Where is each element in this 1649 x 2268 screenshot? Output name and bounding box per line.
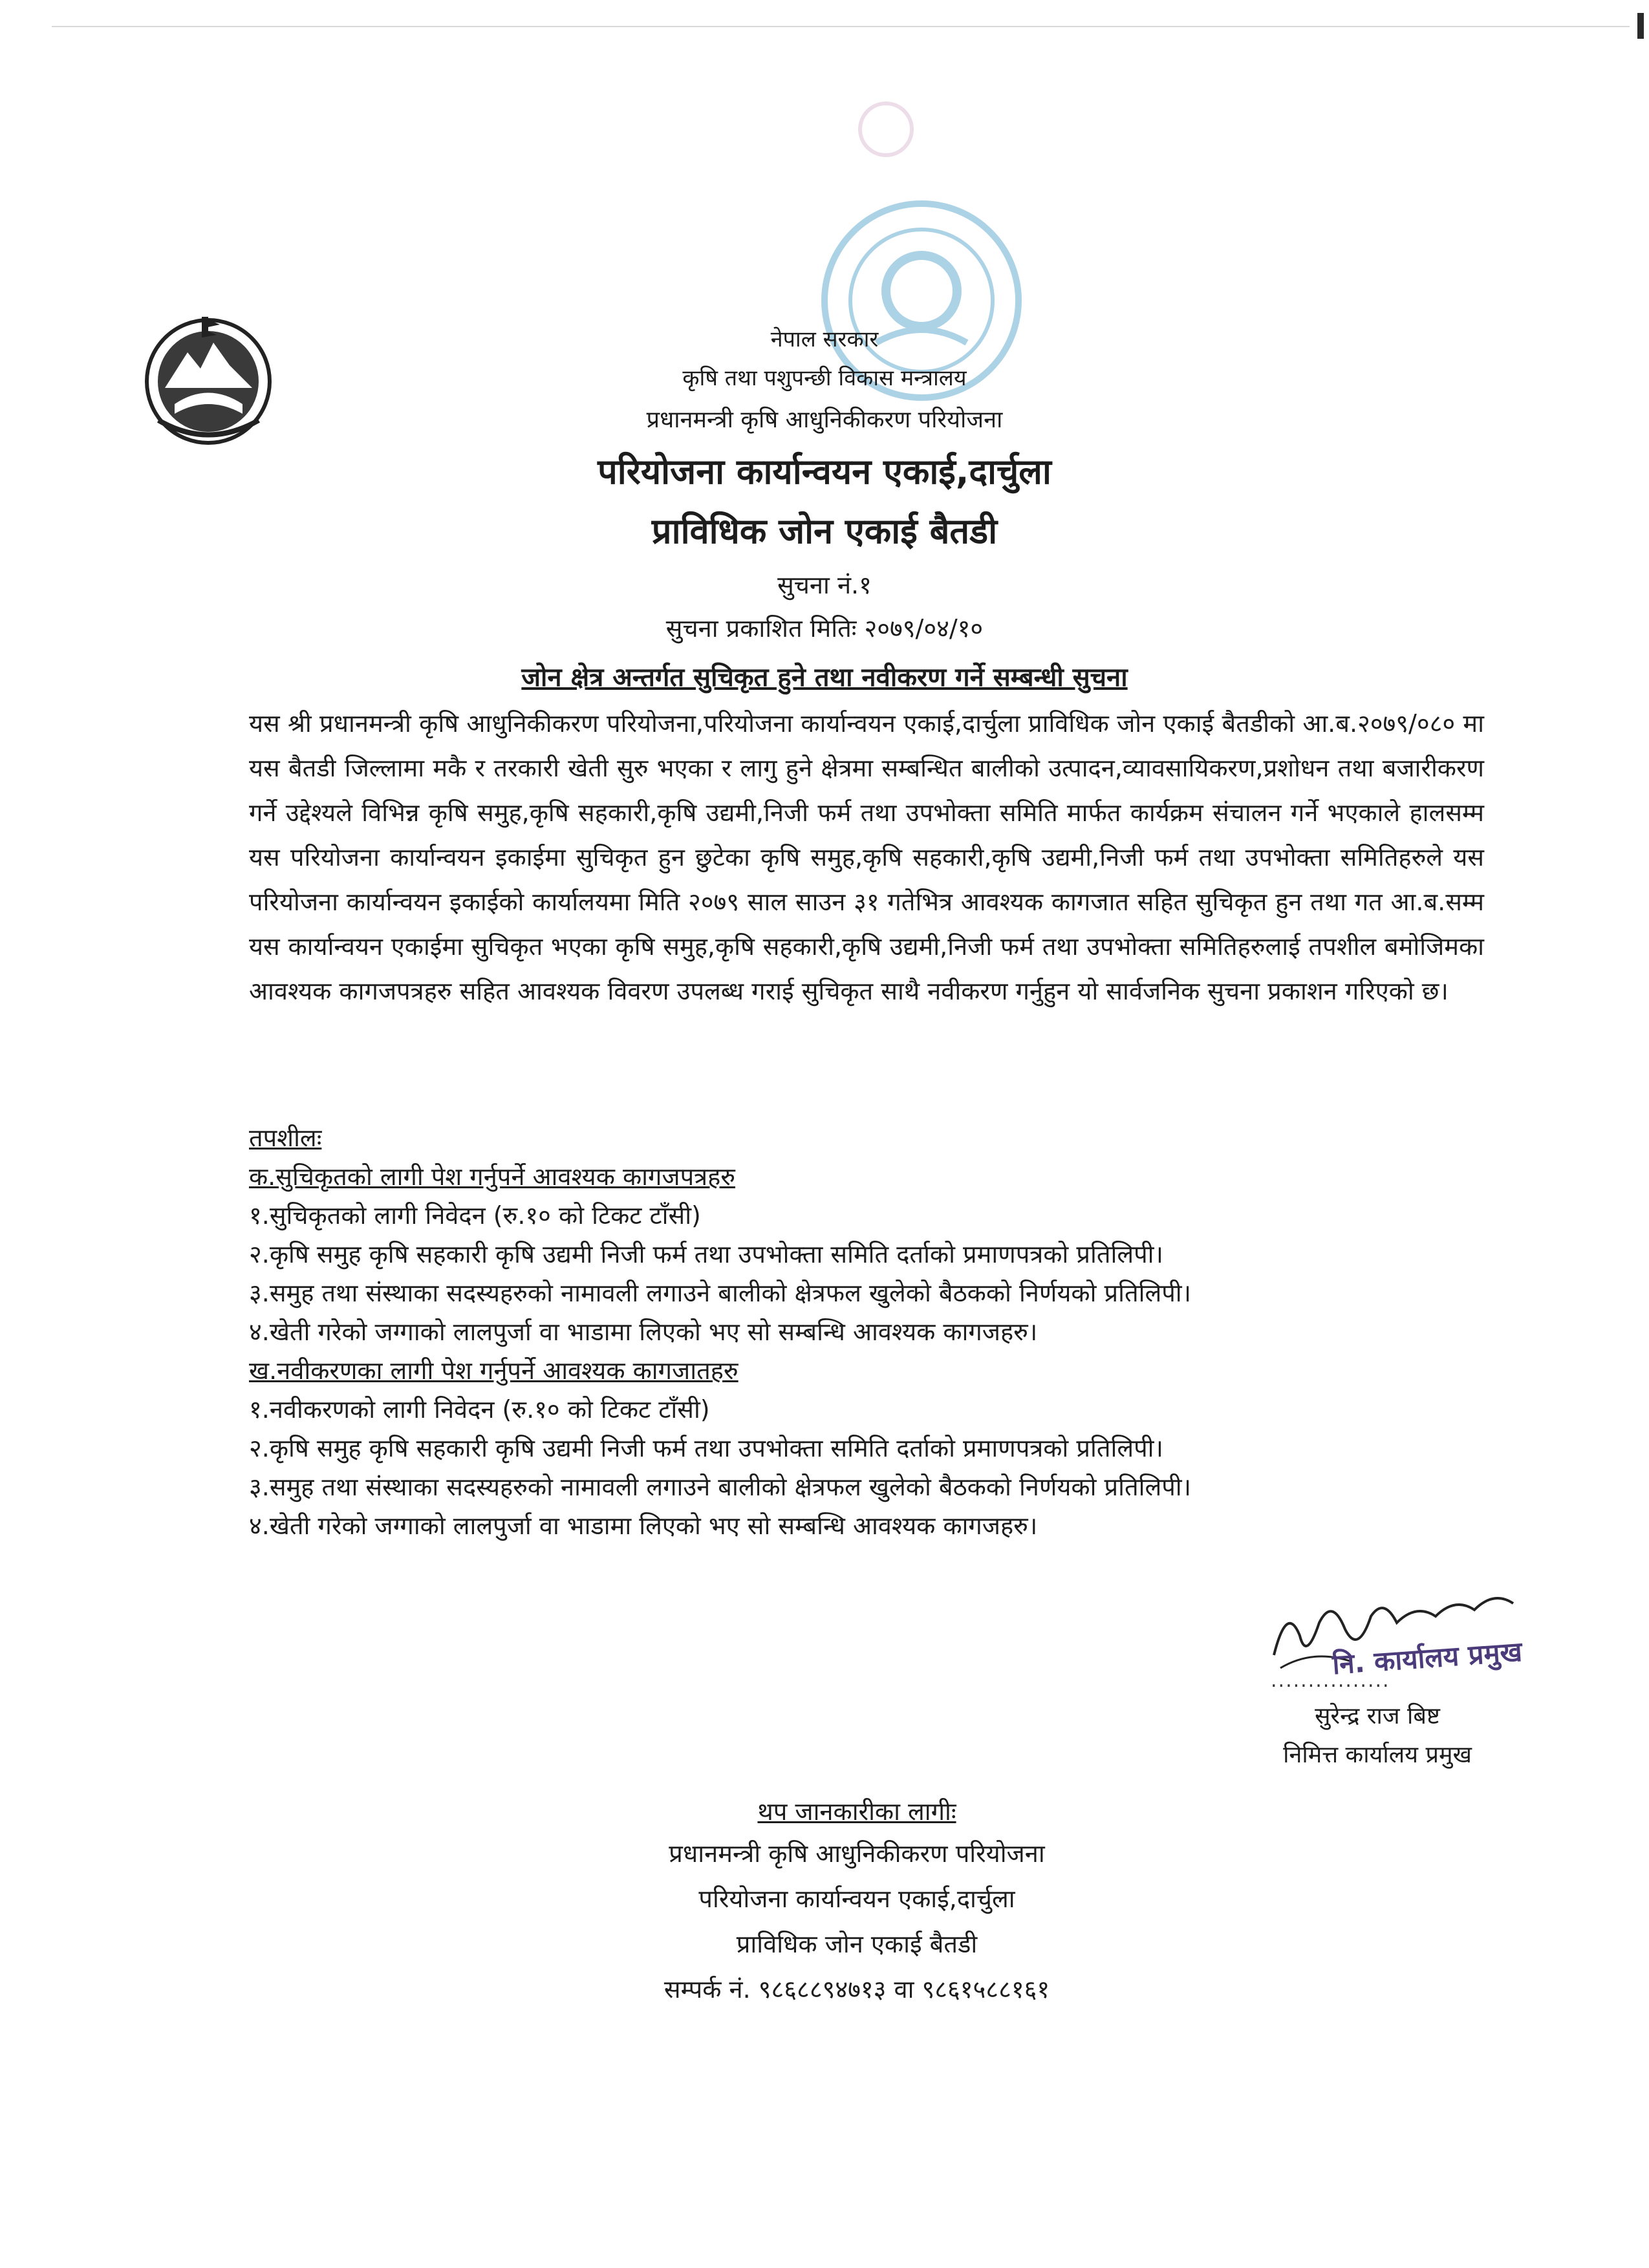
notice-subject xyxy=(0,658,1649,694)
contact-unit: परियोजना कार्यान्वयन एकाई,दार्चुला xyxy=(698,1885,1015,1913)
list-item: ३.समुह तथा संस्थाका सदस्यहरुको नामावली लगाउने बालीको क्षेत्रफल खुलेको बैठकको निर्णयको प्रतिलिपी। xyxy=(249,1473,1192,1501)
signature-line: ................ xyxy=(1271,1669,1390,1692)
contact-project: प्रधानमन्त्री कृषि आधुनिकीकरण परियोजना xyxy=(669,1839,1045,1868)
faint-stamp-mark xyxy=(847,91,925,168)
notice-body: यस श्री प्रधानमन्त्री कृषि आधुनिकीकरण परियोजना,परियोजना कार्यान्वयन एकाई,दार्चुला प्राविधिक जोन एकाई बैतडीको आ.ब.२०७९/०८० मा यस बैतडी जिल्लामा मकै र तरकारी खेती सुरु भएका र लागु हुने क्षेत्रमा सम्बन्धित बालीको उत्पादन,व्यावसायिकरण,प्रशोधन तथा बजारीकरण गर्ने उद्देश्यले विभिन्न कृषि समुह,कृषि सहकारी,कृषि उद्यमी,निजी फर्म तथा उपभोक्ता समिति मार्फत कार्यक्रम संचालन गर्ने भएकाले हालसम्म यस परियोजना कार्यान्वयन इकाईमा सुचिकृत हुन छुटेका कृषि समुह,कृषि सहकारी,कृषि उद्यमी,निजी फर्म तथा उपभोक्ता समितिहरुले यस परियोजना कार्यान्वयन इकाईको कार्यालयमा मिति २०७९ साल साउन ३१ गतेभित्र आवश्यक कागजात सहित सुचिकृत हुन तथा गत आ.ब.सम्म यस कार्यान्वयन एकाईमा सुचिकृत भएका कृषि समुह,कृषि सहकारी,कृषि उद्यमी,निजी फर्म तथा उपभोक्ता समितिहरुलाई तपशील बमोजिमका आवश्यक कागजपत्रहरु सहित आवश्यक विवरण उपलब्ध गराई सुचिकृत साथै नवीकरण गर्नुहुन यो सार्वजनिक सुचना प्रकाशन गरिएको छ। xyxy=(249,709,1484,1005)
signatory-title: निमित्त कार्यालय प्रमुख xyxy=(1283,1742,1472,1768)
notice-date: सुचना प्रकाशित मितिः २०७९/०४/१० xyxy=(665,614,984,643)
section-b-heading: ख.नवीकरणका लागी पेश गर्नुपर्ने आवश्यक कागजातहरु xyxy=(249,1356,738,1385)
section-a-heading: क.सुचिकृतको लागी पेश गर्नुपर्ने आवश्यक कागजपत्रहरु xyxy=(249,1162,736,1191)
contact-heading: थप जानकारीका लागीः xyxy=(757,1797,956,1826)
list-item: २.कृषि समुह कृषि सहकारी कृषि उद्यमी निजी फर्म तथा उपभोक्ता समिति दर्ताको प्रमाणपत्रको प्रतिलिपी। xyxy=(249,1240,1163,1268)
list-item: ४.खेती गरेको जग्गाको लालपुर्जा वा भाडामा लिएको भए सो सम्बन्धि आवश्यक कागजहरु। xyxy=(249,1512,1038,1540)
list-item: ४.खेती गरेको जग्गाको लालपुर्जा वा भाडामा लिएको भए सो सम्बन्धि आवश्यक कागजहरु। xyxy=(249,1318,1038,1346)
office-head-stamp: नि. कार्यालय प्रमुख xyxy=(1331,1635,1524,1681)
header-project: प्रधानमन्त्री कृषि आधुनिकीकरण परियोजना xyxy=(646,407,1003,433)
contact-zone: प्राविधिक जोन एकाई बैतडी xyxy=(736,1930,978,1958)
notice-number: सुचना नं.१ xyxy=(777,571,872,599)
notice-subject-text: जोन क्षेत्र अन्तर्गत सुचिकृत हुने तथा नवीकरण गर्ने सम्बन्धी सुचना xyxy=(521,663,1128,692)
scan-top-edge xyxy=(52,26,1630,27)
header-zone-unit: प्राविधिक जोन एकाई बैतडी xyxy=(651,511,998,551)
contact-phone: सम्पर्क नं. ९८६८८९४७१३ वा ९८६१५८८१६१ xyxy=(663,1975,1050,2004)
header-ministry: कृषि तथा पशुपन्छी विकास मन्त्रालय xyxy=(682,365,967,391)
signatory-name: सुरेन्द्र राज बिष्ट xyxy=(1315,1703,1440,1729)
list-item: १.नवीकरणको लागी निवेदन (रु.१० को टिकट टाँसी) xyxy=(249,1395,710,1424)
header-government: नेपाल सरकार xyxy=(770,326,879,352)
header-implementation-unit: परियोजना कार्यान्वयन एकाई,दार्चुला xyxy=(598,451,1051,492)
details-section xyxy=(249,1118,1510,1545)
scan-corner-mark xyxy=(1637,13,1644,39)
list-item: ३.समुह तथा संस्थाका सदस्यहरुको नामावली लगाउने बालीको क्षेत्रफल खुलेको बैठकको निर्णयको प्रतिलिपी। xyxy=(249,1279,1192,1307)
list-item: २.कृषि समुह कृषि सहकारी कृषि उद्यमी निजी फर्म तथा उपभोक्ता समिति दर्ताको प्रमाणपत्रको प्रतिलिपी। xyxy=(249,1434,1163,1462)
list-item: १.सुचिकृतको लागी निवेदन (रु.१० को टिकट टाँसी) xyxy=(249,1201,701,1230)
details-label: तपशीलः xyxy=(249,1124,322,1152)
